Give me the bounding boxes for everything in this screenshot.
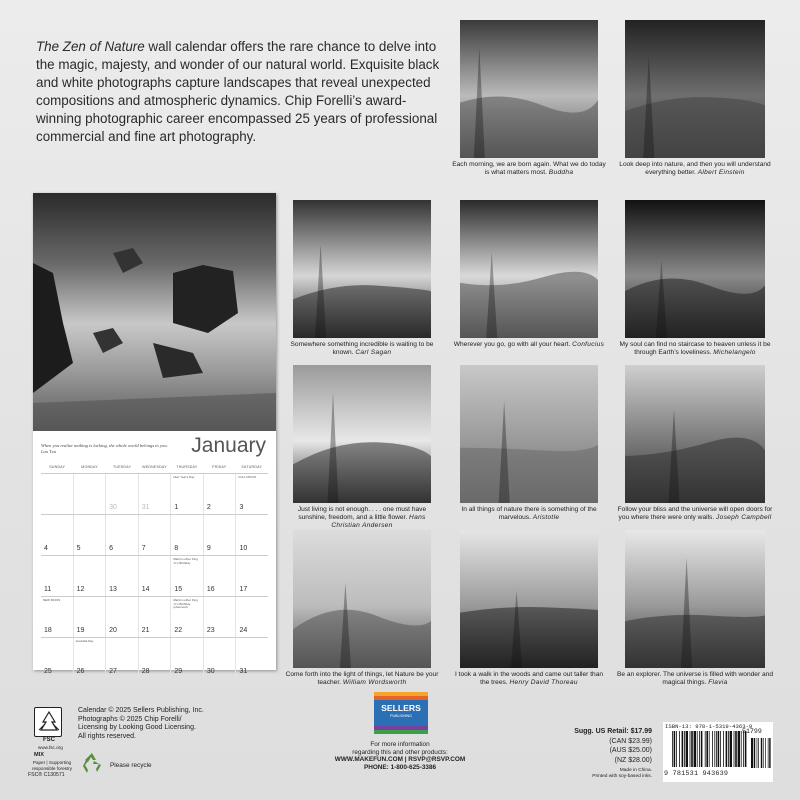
nature-photo [625,20,765,158]
fsc-label: FSC [43,737,55,743]
day-number: 2 [206,504,211,511]
more-info: For more information regarding this and other products: WWW.MAKEFUN.COM | RSVP@RSVP.COM PHONE: 1-800-625-3386 [334,741,466,771]
calendar-photo-image [33,193,276,431]
day-note: Martin Luther King Jr.'s Birthday [173,557,198,565]
day-note: NEW MOON [43,598,61,602]
caption-author: Henry David Thoreau [509,679,578,686]
nature-photo [625,530,765,668]
logo-main: SELLERS [381,703,421,713]
calendar-title: The Zen of Nature [36,39,145,54]
photo-image [625,200,765,338]
day-number: 12 [76,586,85,593]
calendar-quote-author: Lao Tzu [41,449,56,454]
calendar-week [41,473,268,514]
calendar-day [73,515,106,555]
photo-caption [450,671,608,687]
credits: Calendar © 2025 Sellers Publishing, Inc. Photographs © 2025 Chip Forelli/ Licensing by Looking Good Licensing. All rights reserved. [78,707,204,740]
day-number: 5 [76,545,81,552]
day-number: 18 [44,627,52,634]
photo-image [460,365,598,503]
caption-text: Follow your bliss and the universe will open doors for you where there were only walls. [617,506,773,521]
day-number: 7 [141,545,146,552]
nature-photo [460,20,598,158]
calendar-week [41,514,268,555]
calendar-photo [33,193,276,431]
photo-caption [615,671,775,687]
calendar-day [203,638,236,678]
photo-image [625,365,765,503]
photo-caption [615,341,775,357]
calendar-day [203,556,236,596]
weekday-header [41,465,268,473]
day-note: FULL MOON [238,475,256,479]
day-number: 30 [109,504,117,511]
caption-author: Confucius [572,341,605,348]
caption-text: Look deep into nature, and then you will understand everything better. [619,161,771,176]
day-number: 20 [109,627,117,634]
caption-text: Somewhere something incredible is waiting to be known. [290,341,434,356]
photo-image [625,530,765,668]
day-number: 19 [76,627,85,634]
nature-photo [460,365,598,503]
photo-image [460,200,598,338]
day-note: New Year's Day [173,475,195,479]
weekday-label: MONDAY [81,465,98,469]
caption-text: Each morning, we are born again. What we do today is what matters most. [452,161,606,176]
calendar-day [138,515,171,555]
recycle-text: Please recycle [110,762,152,769]
nature-photo [460,530,598,668]
barcode-digits: 9 781531 943639 [664,770,729,778]
day-number: 1 [174,504,179,511]
day-number: 28 [141,668,150,675]
caption-author: Flavia [708,679,728,686]
day-number: 31 [141,504,150,511]
calendar-day [235,474,268,514]
day-number: 15 [174,586,183,593]
calendar-grid [41,465,268,678]
day-number: 17 [239,586,248,593]
calendar-week [41,637,268,678]
day-number: 11 [44,586,52,593]
photo-caption [450,506,608,522]
day-number: 26 [76,668,85,675]
calendar-day [105,474,138,514]
fsc-url: www.fsc.org [38,745,63,750]
day-number: 24 [239,627,248,634]
nature-photo [293,200,431,338]
day-number: 10 [239,545,248,552]
calendar-day [105,638,138,678]
calendar-page [33,193,276,675]
nature-photo [625,200,765,338]
caption-text: Wherever you go, go with all your heart. [453,341,573,348]
weekday-label: FRIDAY [212,465,227,469]
photo-caption [615,161,775,177]
day-number: 21 [141,627,150,634]
calendar-day [73,556,106,596]
calendar-week [41,596,268,637]
calendar-month: January [191,434,266,457]
day-note: Martin Luther King Jr.'s Birthday (observed) [173,598,198,610]
calendar-day [41,638,73,678]
barcode-addon-bars-icon [751,738,771,768]
intro-text [36,38,446,146]
calendar-day [235,556,268,596]
calendar-day [170,474,203,514]
photo-caption [283,671,441,687]
caption-author: William Wordsworth [342,679,407,686]
calendar-day [41,556,73,596]
photo-caption [450,161,608,177]
caption-author: Joseph Campbell [716,514,772,521]
caption-author: Hans Christian Andersen [331,514,426,529]
caption-author: Aristotle [532,514,560,521]
calendar-day [105,597,138,637]
nature-photo [293,365,431,503]
isbn: ISBN-13: 978-1-5319-4363-9 [665,723,753,730]
day-number: 6 [109,545,114,552]
calendar-day [41,474,73,514]
calendar-day [41,515,73,555]
caption-author: Michelangelo [713,349,756,356]
fsc-code: FSC® C130571 [28,772,65,778]
calendar-day [235,638,268,678]
caption-author: Carl Sagan [355,349,392,356]
day-number: 30 [206,668,215,675]
nature-photo [625,365,765,503]
calendar-day [203,515,236,555]
calendar-day [138,638,171,678]
fsc-mix-sub: Paper | Supporting responsible forestry [31,760,73,771]
photo-caption [615,506,775,522]
calendar-day [73,474,106,514]
fsc-mix: MIX [34,752,44,758]
caption-text: Just living is not enough. . . . one must have sunshine, freedom, and a little flower. [297,506,427,521]
calendar-day [203,597,236,637]
day-number: 13 [109,586,117,593]
calendar-day [170,638,203,678]
photo-image [460,530,598,668]
photo-image [625,20,765,158]
day-number: 3 [239,504,244,511]
photo-image [293,530,431,668]
calendar-day [138,474,171,514]
day-number: 9 [206,545,211,552]
day-number: 8 [174,545,179,552]
day-number: 29 [174,668,183,675]
calendar-day [138,556,171,596]
calendar-day [73,638,106,678]
calendar-day [73,597,106,637]
photo-image [460,20,598,158]
calendar-day [203,474,236,514]
calendar-day [105,556,138,596]
day-number: 25 [44,668,52,675]
weekday-label: SATURDAY [241,465,263,469]
nature-photo [460,200,598,338]
price-block: Sugg. US Retail: $17.99 (CAN $23.99) (AUS $25.00) (NZ $28.00) [574,728,652,764]
day-note: Australia Day [75,639,94,643]
calendar-day [41,597,73,637]
logo-sub: PUBLISHING [390,714,412,718]
caption-text: Be an explorer. The universe is filled with wonder and magical things. [616,671,774,686]
made-in: Made in China. Printed with soy-based inks. [592,768,652,780]
day-number: 4 [44,545,48,552]
caption-text: My soul can find no staircase to heaven unless it be through Earth’s loveliness. [619,341,771,356]
weekday-label: SUNDAY [49,465,66,469]
weekday-label: THURSDAY [176,465,198,469]
day-number: 14 [141,586,150,593]
intro-body: wall calendar offers the rare chance to delve into the magic, majesty, and wonder of our natural world. Exquisite black and white photographs capture landscapes that reveal unexpected compositions and atmospheric dynamics. Chip Forelli’s award-winning photographic career encompassed 25 years of professional commercial and fine art photography. [36,39,440,144]
caption-text: In all things of nature there is something of the marvelous. [461,506,597,521]
calendar-week [41,555,268,596]
calendar-day [170,515,203,555]
nature-photo [293,530,431,668]
calendar-quote: When you realize nothing is lacking, the whole world belongs to you. Lao Tzu [41,443,171,455]
day-number: 31 [239,668,248,675]
photo-caption [450,341,608,349]
photo-image [293,365,431,503]
weekday-label: WEDNESDAY [142,465,167,469]
day-number: 22 [174,627,183,634]
day-number: 16 [206,586,215,593]
calendar-day [235,597,268,637]
weekday-label: TUESDAY [113,465,132,469]
barcode-bars-icon [672,731,748,767]
calendar-day [170,556,203,596]
caption-text: I took a walk in the woods and came out taller than the trees. [454,671,604,686]
calendar-day [235,515,268,555]
barcode-addon: 51799 [742,728,762,735]
day-number: 27 [109,668,117,675]
caption-author: Albert Einstein [697,169,745,176]
day-number: 23 [206,627,215,634]
photo-caption [283,341,441,357]
fsc-tree-icon [35,708,63,738]
photo-caption [283,506,441,530]
calendar-day [170,597,203,637]
calendar-day [105,515,138,555]
photo-image [293,200,431,338]
recycle-icon [80,752,104,774]
calendar-day [138,597,171,637]
caption-author: Buddha [548,169,574,176]
caption-text: Come forth into the light of things, let Nature be your teacher. [285,671,439,686]
